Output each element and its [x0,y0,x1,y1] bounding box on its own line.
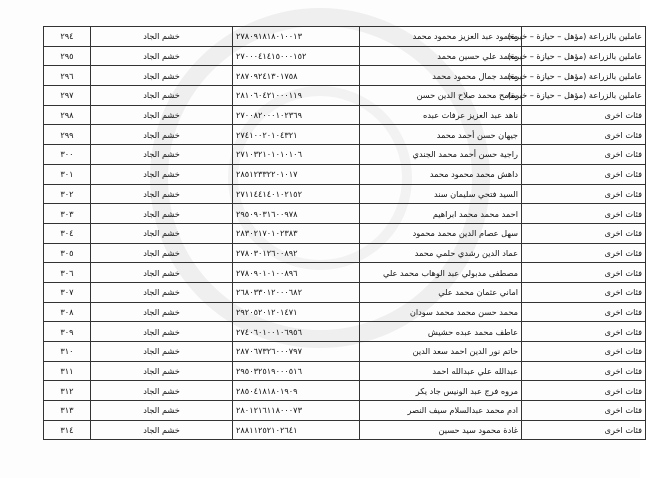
row-department: خشم الجاد [91,302,233,322]
row-name: ناهد عبد العزيز عرفات عبده [360,105,522,125]
row-category: فئات اخرى [522,243,646,263]
row-category: فئات اخرى [522,381,646,401]
row-number: ٣٠٤ [44,223,91,243]
row-national-id: ٢٨٧٠٦٧٣٢٦٠٠٠٧٩٧ [233,342,360,362]
row-category: فئات اخرى [522,145,646,165]
row-national-id: ٢٧١١٤٤١٤٠١٠٢١٥٢ [233,184,360,204]
row-department: خشم الجاد [91,145,233,165]
row-name: راجية حسن أحمد محمد الجندي [360,145,522,165]
row-department: خشم الجاد [91,164,233,184]
row-department: خشم الجاد [91,243,233,263]
table-row [44,204,646,224]
table-body [44,27,646,440]
row-category: فئات اخرى [522,302,646,322]
row-category: فئات اخرى [522,204,646,224]
table-row [44,322,646,342]
table-row [44,401,646,421]
row-national-id: ٢٨٥٠٤١٨١٨٠١٩٠٩ [233,381,360,401]
row-department: خشم الجاد [91,125,233,145]
row-national-id: ٢٨٥١٢٣٣٢٢٠١٠١٧ [233,164,360,184]
row-category: فئات اخرى [522,361,646,381]
row-number: ٣٠٩ [44,322,91,342]
row-name: السيد فتحي سليمان سند [360,184,522,204]
row-name: مصطفى مدبولي عبد الوهاب محمد علي [360,263,522,283]
table-row [44,66,646,86]
row-department: خشم الجاد [91,322,233,342]
row-national-id: ٢٧٨٠٩١٨١٨٠١٠٠١٣ [233,27,360,47]
row-category: فئات اخرى [522,420,646,440]
row-national-id: ٢٨٨١١٢٥٢١٠٢٦٤١ [233,420,360,440]
row-number: ٣٠١ [44,164,91,184]
row-number: ٢٩٥ [44,46,91,66]
row-name: عماد الدين رشدي حلمي محمد [360,243,522,263]
table-row [44,243,646,263]
table-row [44,105,646,125]
row-category: فئات اخرى [522,125,646,145]
row-national-id: ٢٦٨٠٣٣٠١٢٠٠٠٦٨٢ [233,282,360,302]
row-department: خشم الجاد [91,282,233,302]
row-name: حاتم نور الدين احمد سعد الدين [360,342,522,362]
table-row [44,223,646,243]
row-department: خشم الجاد [91,401,233,421]
row-number: ٢٩٤ [44,27,91,47]
row-name: احمد محمد محمد ابراهيم [360,204,522,224]
row-name: داهش محمد محمود محمد [360,164,522,184]
row-category: عاملين بالزراعة (مؤهل – حيازة – خبرة) [522,27,646,47]
row-national-id: ٢٧٤٠٦٠١٠٠١٠٦٩٥٦ [233,322,360,342]
beneficiaries-table [43,26,646,440]
row-department: خشم الجاد [91,381,233,401]
row-national-id: ٢٨٧٠٩٢٤١٣٠١٧٥٨ [233,66,360,86]
row-number: ٣١٣ [44,401,91,421]
row-number: ٣٠٣ [44,204,91,224]
row-name: محمد جمال محمود محمد [360,66,522,86]
row-name: مروه فرج عبد الونيس جاد يكر [360,381,522,401]
row-category: فئات اخرى [522,342,646,362]
table-row [44,184,646,204]
row-category: فئات اخرى [522,282,646,302]
row-national-id: ٢٧١٠٣٢١٠١٠١٠١٠٦ [233,145,360,165]
row-number: ٣١١ [44,361,91,381]
row-national-id: ٢٨٣٠٢١٧٠١٠٢٣٨٣ [233,223,360,243]
row-number: ٢٩٨ [44,105,91,125]
row-category: عاملين بالزراعة (مؤهل – حيازة – خبرة) [522,86,646,106]
row-department: خشم الجاد [91,86,233,106]
row-name: سهل عصام الدين محمد محمود [360,223,522,243]
row-category: فئات اخرى [522,223,646,243]
row-department: خشم الجاد [91,361,233,381]
row-national-id: ٢٧٨٠٩٠١٠١٠٠٨٩٦ [233,263,360,283]
row-category: فئات اخرى [522,322,646,342]
row-name: ادم محمد عبدالسلام سيف النصر [360,401,522,421]
row-number: ٣٠٢ [44,184,91,204]
table-row [44,263,646,283]
row-national-id: ٢٧٠٠٠٤١٤١٥٠٠٠١٥٢ [233,46,360,66]
row-number: ٢٩٦ [44,66,91,86]
table-row [44,27,646,47]
row-name: جيهان حسن أحمد محمد [360,125,522,145]
table-row [44,342,646,362]
row-category: عاملين بالزراعة (مؤهل – حيازة – خبرة) [522,46,646,66]
table-row [44,164,646,184]
row-department: خشم الجاد [91,420,233,440]
row-number: ٢٩٧ [44,86,91,106]
row-category: فئات اخرى [522,184,646,204]
table-row [44,145,646,165]
row-category: فئات اخرى [522,105,646,125]
row-department: خشم الجاد [91,46,233,66]
row-number: ٣١٤ [44,420,91,440]
row-department: خشم الجاد [91,184,233,204]
table-row [44,381,646,401]
row-category: فئات اخرى [522,164,646,184]
table-row [44,420,646,440]
row-department: خشم الجاد [91,342,233,362]
row-category: فئات اخرى [522,401,646,421]
row-department: خشم الجاد [91,263,233,283]
row-name: سامح محمد صلاح الدين حسن [360,86,522,106]
table-row [44,86,646,106]
row-national-id: ٢٩٥٠٣٢٥١٩٠٠٠٥١٦ [233,361,360,381]
row-number: ٣١٠ [44,342,91,362]
row-name: محمد حسن محمد محمد سودان [360,302,522,322]
table-row [44,46,646,66]
row-national-id: ٢٧٠٠٨٢٠٠٠١٠٢٣٦٩ [233,105,360,125]
row-name: اماني عثمان محمد علي [360,282,522,302]
row-national-id: ٢٧٤١٠٠٢٠١٠٤٣٢١ [233,125,360,145]
row-name: محمود عبد العزيز محمود محمد [360,27,522,47]
row-department: خشم الجاد [91,66,233,86]
row-number: ٢٩٩ [44,125,91,145]
row-name: عبدالله علي عبدالله احمد [360,361,522,381]
row-name: غادة محمود سيد حسين [360,420,522,440]
row-national-id: ٢٨٠١٢١٦١١٨٠٠٠٧٣ [233,401,360,421]
table-row [44,125,646,145]
table-row [44,361,646,381]
row-national-id: ٢٩٢٠٥٢٠١٢٠١٤٧١ [233,302,360,322]
row-department: خشم الجاد [91,204,233,224]
row-number: ٣٠٥ [44,243,91,263]
table-row [44,282,646,302]
row-number: ٣٠٦ [44,263,91,283]
row-number: ٣٠٨ [44,302,91,322]
row-name: محمد علي حسين محمد [360,46,522,66]
row-department: خشم الجاد [91,223,233,243]
row-national-id: ٢٨١٠٦٠٤٢١٠٠٠١١٩ [233,86,360,106]
row-department: خشم الجاد [91,105,233,125]
row-number: ٣٠٧ [44,282,91,302]
row-number: ٣١٢ [44,381,91,401]
row-name: عاطف محمد عبده حشيش [360,322,522,342]
row-national-id: ٢٧٨٠٣٠١٢٦٠٠٨٩٢ [233,243,360,263]
table-row [44,302,646,322]
row-department: خشم الجاد [91,27,233,47]
row-national-id: ٢٩٥٠٩٠٣١٦٠٠٩٧٨ [233,204,360,224]
row-category: فئات اخرى [522,263,646,283]
row-category: عاملين بالزراعة (مؤهل – حيازة – خبرة) [522,66,646,86]
row-number: ٣٠٠ [44,145,91,165]
